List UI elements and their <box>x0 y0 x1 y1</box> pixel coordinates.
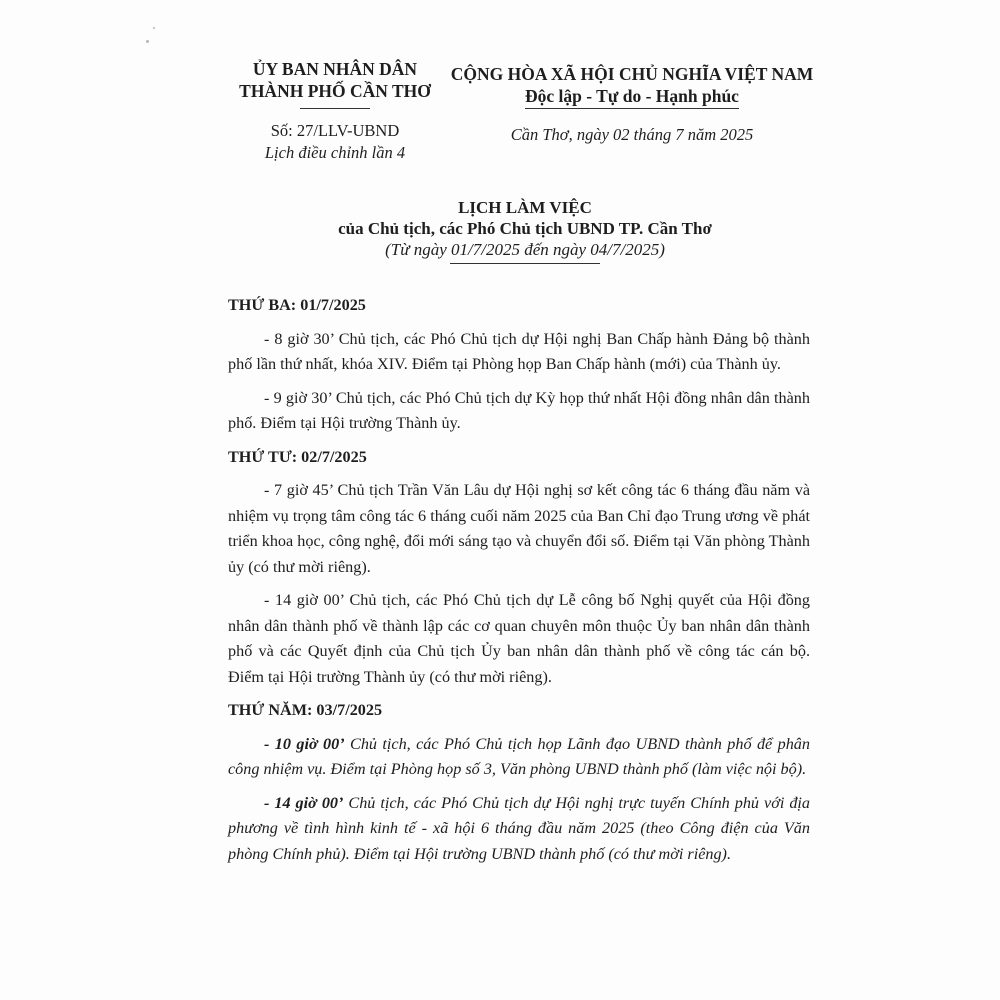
schedule-item: - 9 giờ 30’ Chủ tịch, các Phó Chủ tịch dự Kỳ họp thứ nhất Hội đồng nhân dân thành phố. Điểm tại Hội trường Thành ủy. <box>228 388 810 432</box>
schedule-item-text: Chủ tịch, các Phó Chủ tịch dự Hội nghị trực tuyến Chính phủ với địa phương về tình hình kinh tế - xã hội 6 tháng đầu năm 2025 (theo Công điện của Văn phòng Chính phủ). Điểm tại Hội trường UBND thành phố (có thư mời riêng). <box>228 793 811 863</box>
document-title: LỊCH LÀM VIỆC <box>458 198 592 217</box>
place-date-line: Cần Thơ, ngày 02 tháng 7 năm 2025 <box>510 125 754 144</box>
day-heading: THỨ TƯ: 02/7/2025 <box>228 447 367 466</box>
document-number-block <box>220 120 450 164</box>
schedule-item <box>228 791 810 868</box>
national-header <box>446 63 818 109</box>
day-heading: THỨ NĂM: 03/7/2025 <box>228 701 383 719</box>
authority-underline <box>300 108 370 109</box>
day-section <box>228 698 810 867</box>
schedule-item: - 7 giờ 45’ Chủ tịch Trần Văn Lâu dự Hội nghị sơ kết công tác 6 tháng đầu năm và nhiệm vụ trọng tâm công tác 6 tháng cuối năm 2025 của Ban Chỉ đạo Trung ương về phát triển khoa học, công nghệ, đổi mới sáng tạo và chuyển đổi số. Điểm tại Văn phòng Thành ủy (có thư mời riêng). <box>228 481 810 576</box>
schedule-item-time: - 10 giờ 00’ <box>264 734 345 753</box>
schedule-item <box>228 732 810 783</box>
schedule-item-time: - 14 giờ 00’ <box>264 793 344 812</box>
title-underline <box>450 263 600 264</box>
schedule-item: - 14 giờ 00’ Chủ tịch, các Phó Chủ tịch dự Lễ công bố Nghị quyết của Hội đồng nhân dân thành phố về thành lập các cơ quan chuyên môn thuộc Ủy ban nhân dân thành phố và các Quyết định của Chủ tịch Ủy ban nhân dân thành phố về công tác cán bộ. Điểm tại Hội trường Thành ủy (có thư mời riêng). <box>228 591 810 686</box>
national-motto: Độc lập - Tự do - Hạnh phúc <box>525 85 739 109</box>
authority-line-2: THÀNH PHỐ CẦN THƠ <box>239 81 431 101</box>
document-subtitle: của Chủ tịch, các Phó Chủ tịch UBND TP. Cần Thơ <box>338 219 712 238</box>
day-section <box>228 445 810 691</box>
scan-speck <box>146 40 149 43</box>
day-section <box>228 293 810 437</box>
document-number: Số: 27/LLV-UBND <box>270 121 400 140</box>
document-revision-note: Lịch điều chỉnh lần 4 <box>264 143 406 162</box>
date-range: (Từ ngày 01/7/2025 đến ngày 04/7/2025) <box>385 240 665 259</box>
schedule-item-text: Chủ tịch, các Phó Chủ tịch họp Lãnh đạo UBND thành phố để phân công nhiệm vụ. Điểm tại Phòng họp số 3, Văn phòng UBND thành phố (làm việc nội bộ). <box>228 734 810 778</box>
schedule-body <box>228 293 810 875</box>
issuing-authority <box>220 58 450 102</box>
nation-name: CỘNG HÒA XÃ HỘI CHỦ NGHĨA VIỆT NAM <box>450 64 814 84</box>
day-heading: THỨ BA: 01/7/2025 <box>228 296 366 314</box>
schedule-item: - 8 giờ 30’ Chủ tịch, các Phó Chủ tịch dự Hội nghị Ban Chấp hành Đảng bộ thành phố lần thứ nhất, khóa XIV. Điểm tại Phòng họp Ban Chấp hành (mới) của Thành ủy. <box>228 329 810 373</box>
document-title-block <box>240 197 810 264</box>
authority-line-1: ỦY BAN NHÂN DÂN <box>252 59 418 79</box>
scan-speck <box>153 27 155 29</box>
